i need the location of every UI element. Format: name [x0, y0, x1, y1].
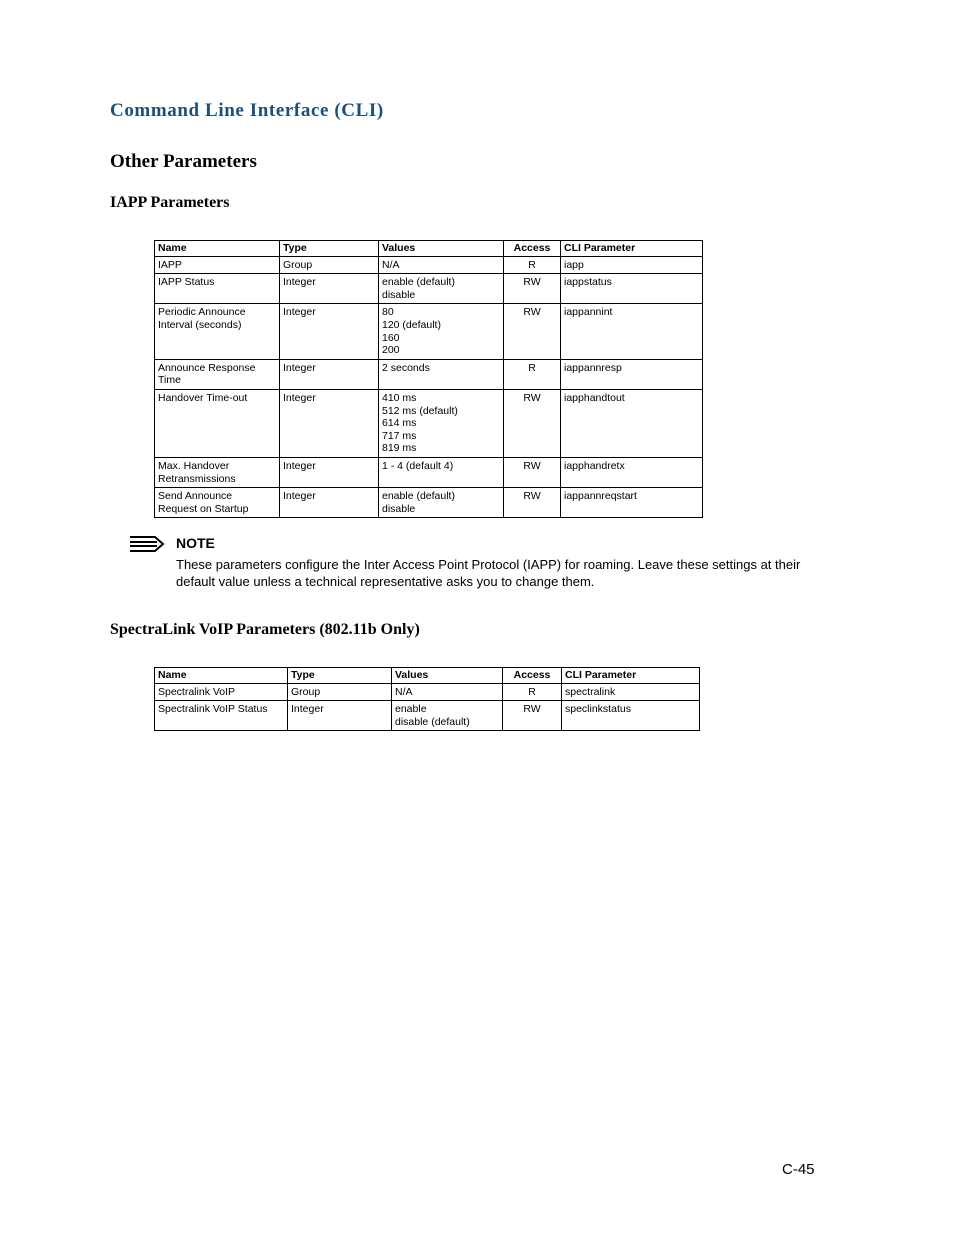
cell-access: RW: [504, 389, 561, 457]
cell-values: enable (default) disable: [379, 274, 504, 304]
cell-type: Integer: [280, 488, 379, 518]
cell-name: Periodic Announce Interval (seconds): [155, 304, 280, 359]
cell-access: RW: [503, 701, 562, 731]
table-header-row: [155, 668, 700, 684]
column-header-cli-parameter: CLI Parameter: [562, 668, 700, 684]
cell-values: enable disable (default): [392, 701, 503, 731]
table-header-row: [155, 241, 703, 257]
cell-cli-parameter: iappannresp: [561, 359, 703, 389]
note-arrow-icon: [129, 534, 165, 554]
iapp-parameters-table: [154, 240, 703, 518]
table-row: [155, 274, 703, 304]
cell-access: R: [503, 683, 562, 701]
cell-cli-parameter: iapphandtout: [561, 389, 703, 457]
cell-type: Integer: [280, 389, 379, 457]
spectralink-section-title: SpectraLink VoIP Parameters (802.11b Only): [110, 621, 420, 638]
table-row: [155, 359, 703, 389]
cell-type: Integer: [280, 359, 379, 389]
cell-cli-parameter: iapphandretx: [561, 457, 703, 487]
chapter-title: Command Line Interface (CLI): [110, 100, 384, 121]
table-row: [155, 389, 703, 457]
table-row: [155, 701, 700, 731]
cell-cli-parameter: iappstatus: [561, 274, 703, 304]
cell-access: R: [504, 359, 561, 389]
cell-type: Group: [280, 256, 379, 274]
section-title: Other Parameters: [110, 151, 257, 172]
note-label: NOTE: [176, 535, 215, 551]
cell-name: IAPP Status: [155, 274, 280, 304]
cell-values: N/A: [379, 256, 504, 274]
cell-cli-parameter: spectralink: [562, 683, 700, 701]
cell-values: 2 seconds: [379, 359, 504, 389]
cell-access: RW: [504, 457, 561, 487]
cell-type: Integer: [280, 274, 379, 304]
cell-access: RW: [504, 274, 561, 304]
cell-values: 80 120 (default) 160 200: [379, 304, 504, 359]
cell-values: 1 - 4 (default 4): [379, 457, 504, 487]
cell-cli-parameter: iappannreqstart: [561, 488, 703, 518]
cell-type: Group: [288, 683, 392, 701]
cell-cli-parameter: iapp: [561, 256, 703, 274]
column-header-cli-parameter: CLI Parameter: [561, 241, 703, 257]
column-header-name: Name: [155, 668, 288, 684]
cell-cli-parameter: iappannint: [561, 304, 703, 359]
column-header-access: Access: [503, 668, 562, 684]
cell-type: Integer: [280, 304, 379, 359]
column-header-values: Values: [379, 241, 504, 257]
column-header-values: Values: [392, 668, 503, 684]
cell-access: R: [504, 256, 561, 274]
cell-access: RW: [504, 488, 561, 518]
table-row: [155, 457, 703, 487]
column-header-access: Access: [504, 241, 561, 257]
table-row: [155, 304, 703, 359]
table-row: [155, 256, 703, 274]
cell-name: Spectralink VoIP: [155, 683, 288, 701]
cell-name: Max. Handover Retransmissions: [155, 457, 280, 487]
cell-name: Spectralink VoIP Status: [155, 701, 288, 731]
cell-type: Integer: [280, 457, 379, 487]
column-header-type: Type: [280, 241, 379, 257]
cell-values: enable (default) disable: [379, 488, 504, 518]
cell-values: 410 ms 512 ms (default) 614 ms 717 ms 819 ms: [379, 389, 504, 457]
cell-name: Announce Response Time: [155, 359, 280, 389]
table-row: [155, 683, 700, 701]
cell-name: IAPP: [155, 256, 280, 274]
page-number: C-45: [782, 1161, 815, 1178]
spectralink-parameters-table: [154, 667, 700, 731]
cell-access: RW: [504, 304, 561, 359]
column-header-name: Name: [155, 241, 280, 257]
cell-values: N/A: [392, 683, 503, 701]
note-text: These parameters configure the Inter Access Point Protocol (IAPP) for roaming. Leave these settings at their default value unless a technical representative asks you to change them.: [176, 557, 801, 589]
cell-cli-parameter: speclinkstatus: [562, 701, 700, 731]
iapp-section-title: IAPP Parameters: [110, 194, 230, 211]
cell-type: Integer: [288, 701, 392, 731]
column-header-type: Type: [288, 668, 392, 684]
cell-name: Send Announce Request on Startup: [155, 488, 280, 518]
table-row: [155, 488, 703, 518]
cell-name: Handover Time-out: [155, 389, 280, 457]
